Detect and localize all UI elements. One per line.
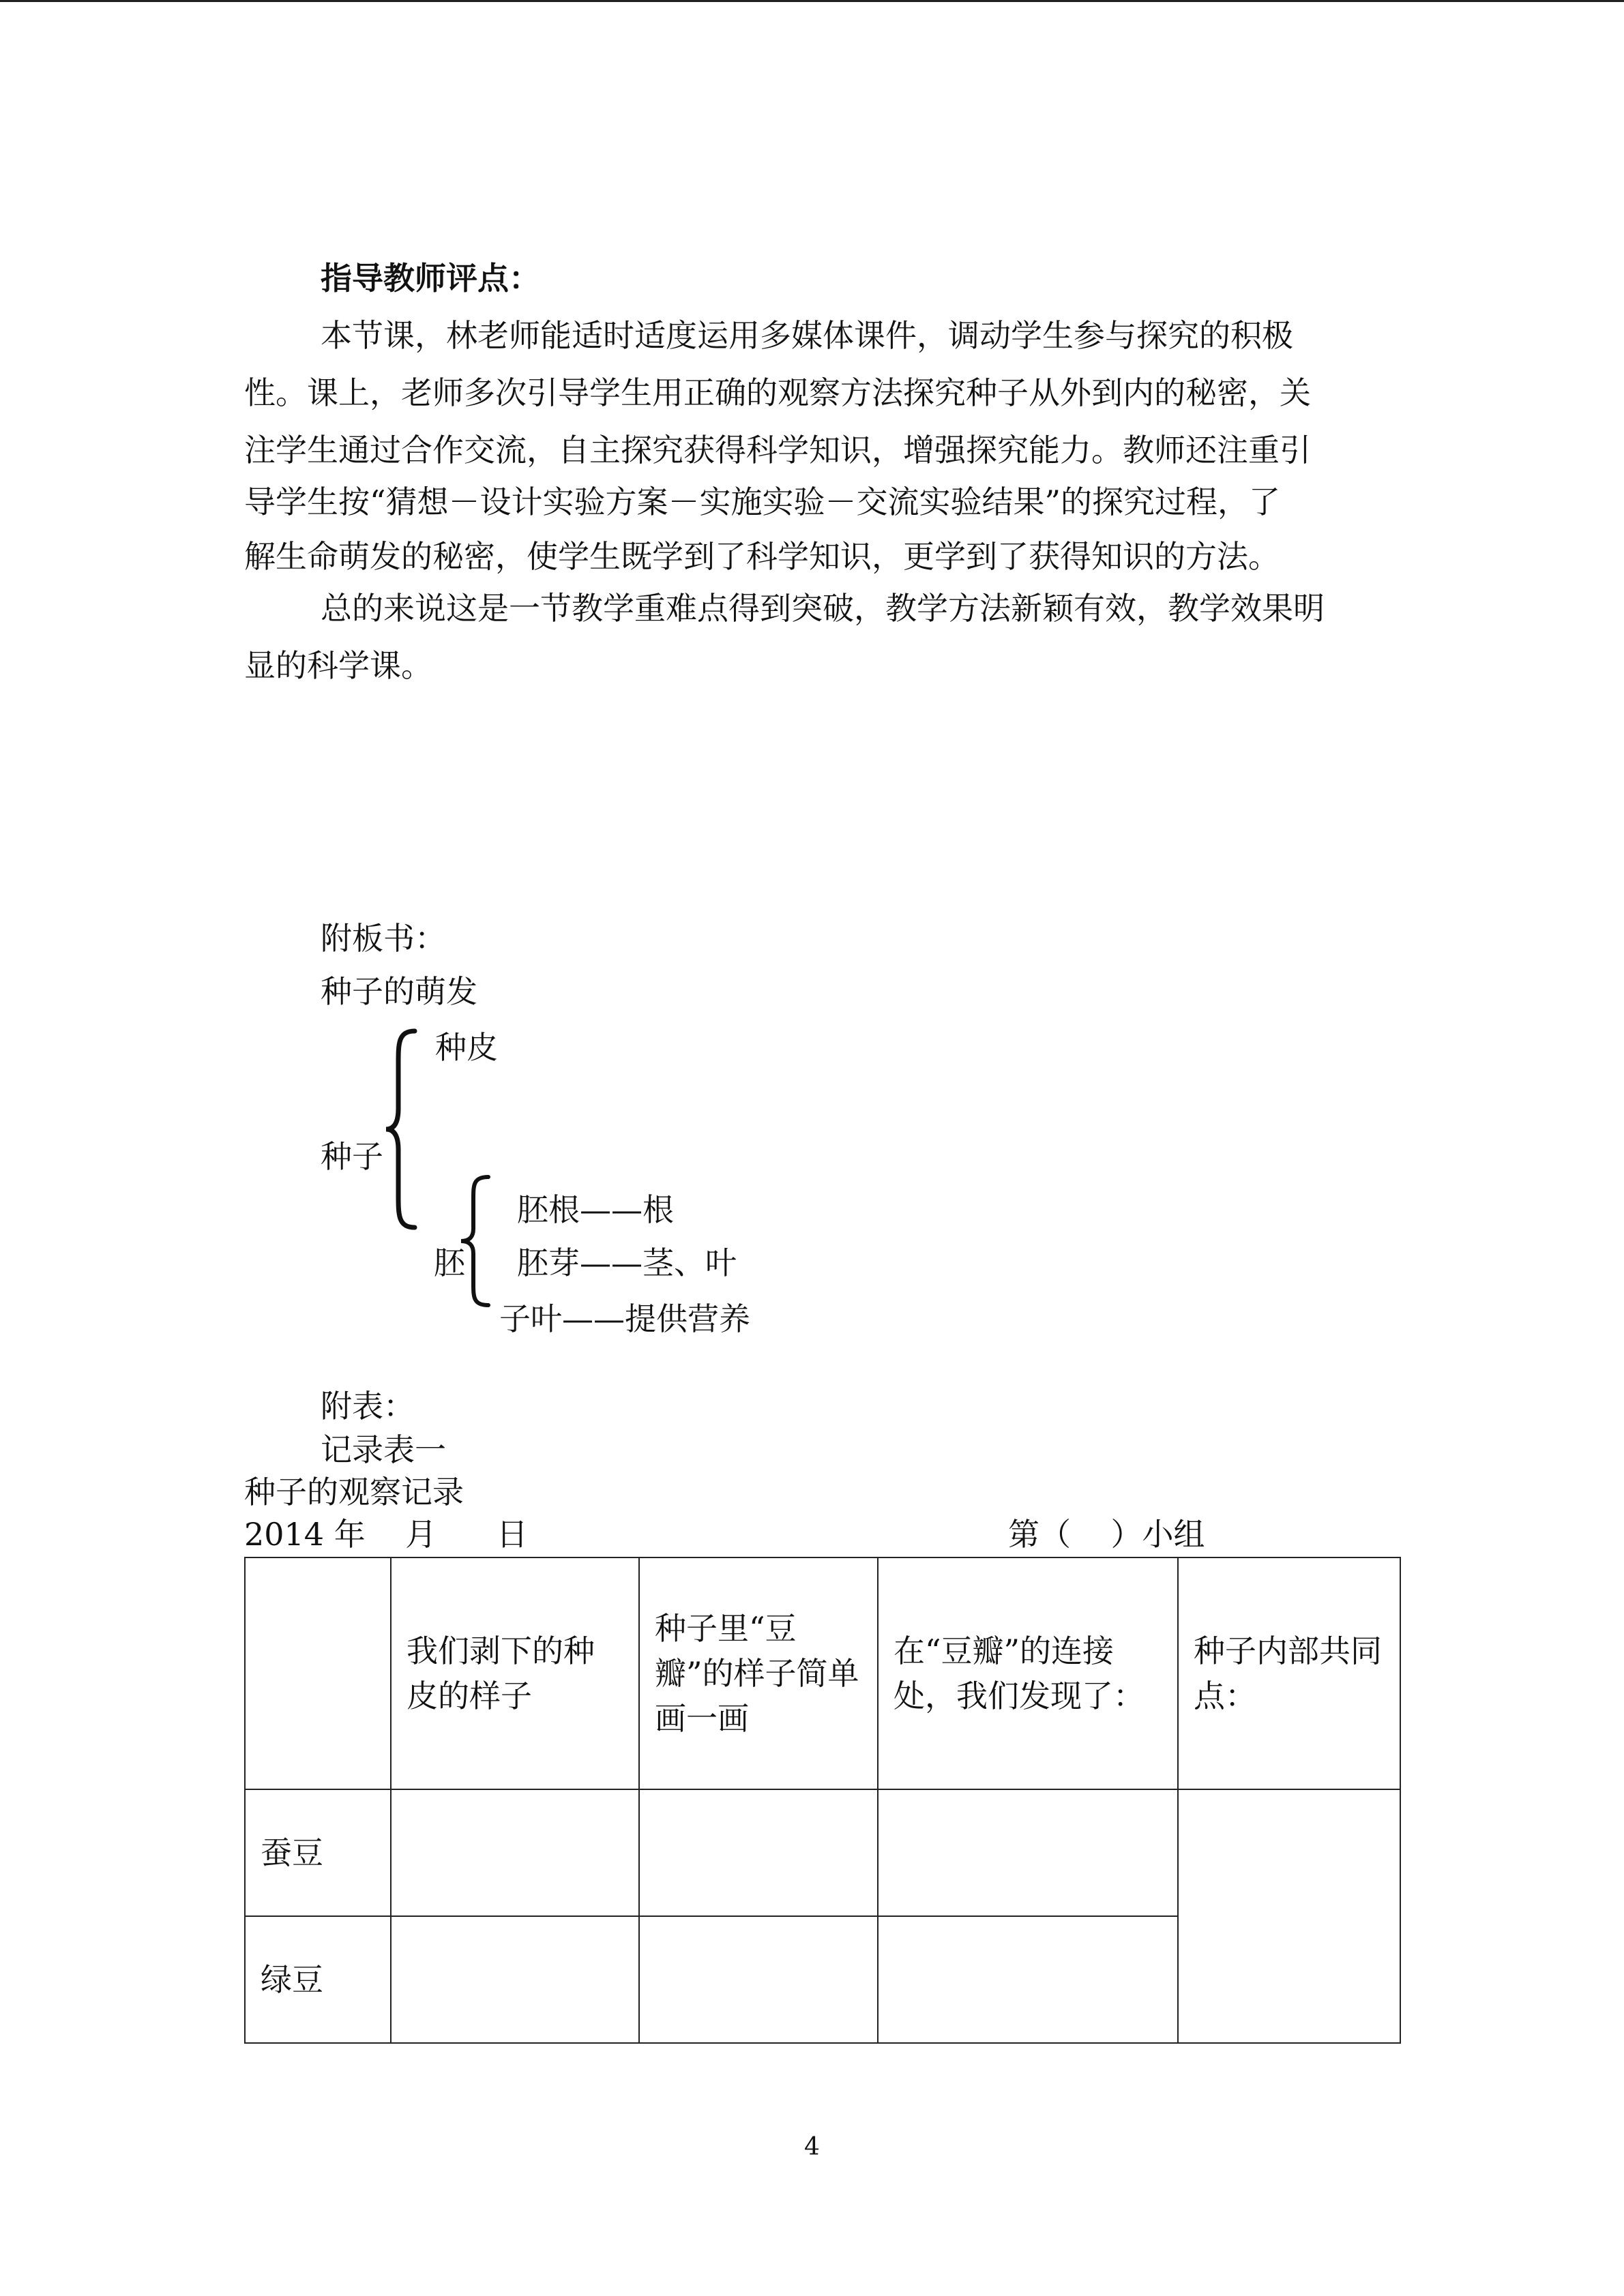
review-para1-line-5: 解生命萌发的秘密，使学生既学到了科学知识，更学到了获得知识的方法。	[244, 538, 1280, 575]
board-seed: 种子	[321, 1138, 383, 1175]
table-header-bean-drawing: 种子里“豆瓣”的样子简单画一画	[639, 1557, 878, 1789]
board-radicle: 胚根——根	[517, 1191, 674, 1228]
table-cell	[878, 1916, 1178, 2043]
board-cotyledon: 子叶——提供营养	[499, 1300, 750, 1337]
table-header-seed-coat: 我们剥下的种皮的样子	[391, 1557, 639, 1789]
board-title: 种子的萌发	[321, 973, 477, 1010]
board-label: 附板书：	[321, 920, 446, 957]
review-para1-line-3: 注学生通过合作交流，自主探究获得科学知识，增强探究能力。教师还注重引	[244, 432, 1311, 468]
table-header-common: 种子内部共同点：	[1178, 1557, 1400, 1789]
appendix-table-title: 种子的观察记录	[244, 1474, 464, 1510]
review-para2-line-2: 显的科学课。	[244, 647, 432, 684]
large-brace-icon	[382, 1028, 423, 1230]
table-header-corner	[245, 1557, 391, 1789]
table-cell	[878, 1789, 1178, 1916]
appendix-label: 附表：	[321, 1388, 415, 1425]
table-cell-common-merged	[1178, 1789, 1400, 2043]
appendix-table-name: 记录表一	[321, 1431, 446, 1468]
table-header-row	[245, 1557, 1400, 1789]
table-cell	[639, 1789, 878, 1916]
review-para1-line-4: 导学生按“猜想－设计实验方案－实施实验－交流实验结果”的探究过程，了	[244, 483, 1281, 520]
top-border-line	[0, 0, 1624, 2]
observation-record-table	[244, 1557, 1401, 2044]
appendix-date: 2014 年 月 日	[244, 1516, 528, 1553]
table-row-label-mung-bean: 绿豆	[245, 1916, 391, 2043]
table-cell	[639, 1916, 878, 2043]
review-heading: 指导教师评点：	[321, 260, 540, 297]
review-para2-line-1: 总的来说这是一节教学重难点得到突破，教学方法新颖有效，教学效果明	[321, 590, 1325, 627]
table-cell	[391, 1916, 639, 2043]
page-number: 4	[804, 2133, 820, 2161]
board-embryo: 胚	[434, 1244, 465, 1281]
review-para1-line-1: 本节课，林老师能适时适度运用多媒体课件，调动学生参与探究的积极	[321, 317, 1293, 354]
board-seed-coat: 种皮	[435, 1029, 498, 1066]
small-brace-icon	[457, 1174, 495, 1308]
table-row-label-broad-bean: 蚕豆	[245, 1789, 391, 1916]
appendix-group: 第（ ）小组	[1008, 1516, 1205, 1553]
table-row	[245, 1789, 1400, 1916]
review-para1-line-2: 性。课上，老师多次引导学生用正确的观察方法探究种子从外到内的秘密，关	[244, 374, 1311, 411]
table-header-junction: 在“豆瓣”的连接处，我们发现了：	[878, 1557, 1178, 1789]
board-plumule: 胚芽——茎、叶	[517, 1244, 737, 1281]
table-cell	[391, 1789, 639, 1916]
